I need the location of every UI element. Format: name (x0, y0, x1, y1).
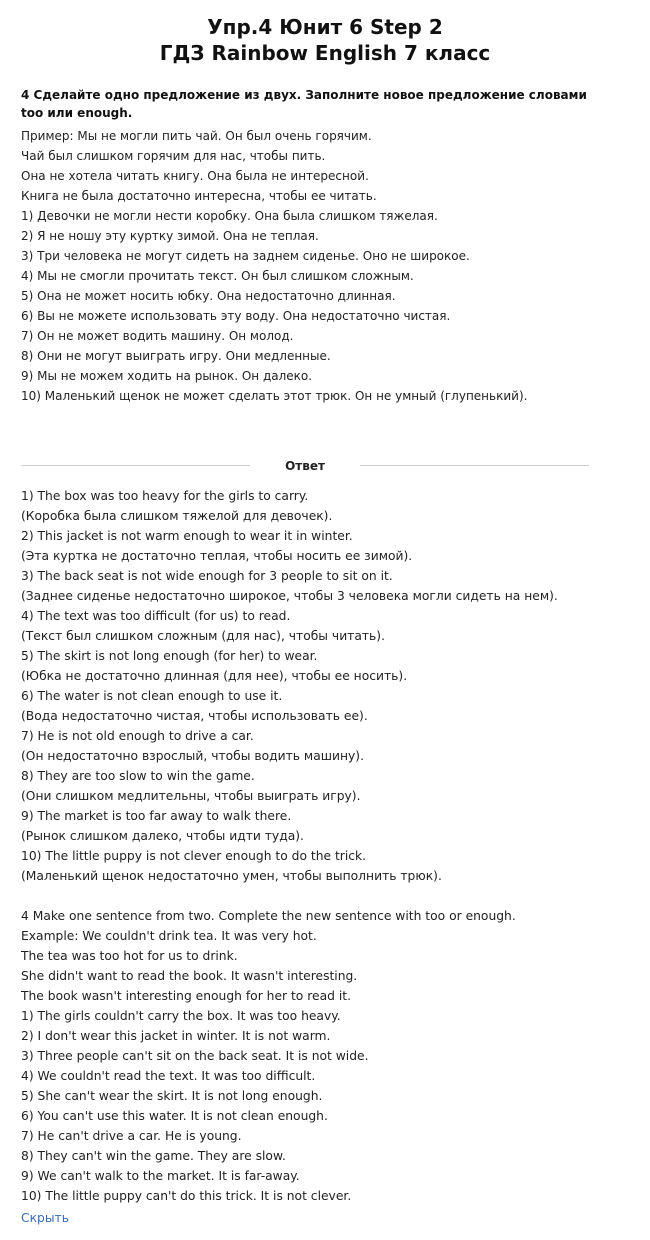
answer-line: 6) The water is not clean enough to use it. (21, 689, 283, 703)
english-line: 7) He can't drive a car. He is young. (21, 1129, 242, 1143)
hide-link[interactable]: Скрыть (21, 1211, 69, 1225)
english-line: 8) They can't win the game. They are slow. (21, 1149, 286, 1163)
task-heading-line-1: 4 Сделайте одно предложение из двух. Заполните новое предложение словами (21, 88, 587, 102)
answer-line: 8) They are too slow to win the game. (21, 769, 255, 783)
answer-line: 5) The skirt is not long enough (for her) to wear. (21, 649, 318, 663)
english-line: 1) The girls couldn't carry the box. It was too heavy. (21, 1009, 341, 1023)
english-line: 2) I don't wear this jacket in winter. It is not warm. (21, 1029, 331, 1043)
english-line: She didn't want to read the book. It wasn't interesting. (21, 969, 358, 983)
task-line: 7) Он не может водить машину. Он молод. (21, 329, 294, 343)
task-line: 9) Мы не можем ходить на рынок. Он далеко. (21, 369, 313, 383)
answer-line: (Они слишком медлительны, чтобы выиграть игру). (21, 789, 361, 803)
task-line: 3) Три человека не могут сидеть на заднем сиденье. Оно не широкое. (21, 249, 470, 263)
answer-line: (Текст был слишком сложным (для нас), чтобы читать). (21, 629, 385, 643)
english-line: 6) You can't use this water. It is not clean enough. (21, 1109, 328, 1123)
english-line: 3) Three people can't sit on the back seat. It is not wide. (21, 1049, 369, 1063)
task-heading-line-2: too или enough. (21, 106, 133, 120)
task-line: Она не хотела читать книгу. Она была не интересной. (21, 169, 369, 183)
answer-divider (21, 456, 589, 476)
task-line: 1) Девочки не могли нести коробку. Она была слишком тяжелая. (21, 209, 438, 223)
answer-line: (Он недостаточно взрослый, чтобы водить машину). (21, 749, 365, 763)
english-line: 4 Make one sentence from two. Complete the new sentence with too or enough. (21, 909, 516, 923)
task-line: Чай был слишком горячим для нас, чтобы пить. (21, 149, 326, 163)
answer-line: (Коробка была слишком тяжелой для девочек). (21, 509, 333, 523)
divider-rule-right (360, 465, 589, 466)
task-block-russian (21, 86, 621, 406)
english-line: 9) We can't walk to the market. It is far-away. (21, 1169, 300, 1183)
task-line: 10) Маленький щенок не может сделать этот трюк. Он не умный (глупенький). (21, 389, 528, 403)
answer-block (21, 486, 631, 886)
english-line: 5) She can't wear the skirt. It is not long enough. (21, 1089, 323, 1103)
english-line: The tea was too hot for us to drink. (21, 949, 238, 963)
task-line: 2) Я не ношу эту куртку зимой. Она не теплая. (21, 229, 319, 243)
task-block-english (21, 906, 631, 1206)
answer-line: (Маленький щенок недостаточно умен, чтобы выполнить трюк). (21, 869, 442, 883)
answer-line: 7) He is not old enough to drive a car. (21, 729, 254, 743)
answer-line: (Эта куртка не достаточно теплая, чтобы носить ее зимой). (21, 549, 413, 563)
answer-line: (Юбка не достаточно длинная (для нее), чтобы ее носить). (21, 669, 408, 683)
answer-line: 1) The box was too heavy for the girls to carry. (21, 489, 309, 503)
answer-line: 10) The little puppy is not clever enough to do the trick. (21, 849, 367, 863)
task-line: Книга не была достаточно интересна, чтобы ее читать. (21, 189, 377, 203)
task-line: 5) Она не может носить юбку. Она недостаточно длинная. (21, 289, 396, 303)
english-line: Example: We couldn't drink tea. It was very hot. (21, 929, 317, 943)
task-heading (21, 86, 621, 122)
page-title-line-2: ГДЗ Rainbow English 7 класс (159, 41, 491, 65)
answer-line: 4) The text was too difficult (for us) to read. (21, 609, 291, 623)
english-line: 10) The little puppy can't do this trick. It is not clever. (21, 1189, 352, 1203)
english-line: 4) We couldn't read the text. It was too difficult. (21, 1069, 316, 1083)
task-line: 6) Вы не можете использовать эту воду. Она недостаточно чистая. (21, 309, 451, 323)
answer-line: (Вода недостаточно чистая, чтобы использовать ее). (21, 709, 368, 723)
page-title (0, 14, 650, 66)
answer-line: 3) The back seat is not wide enough for 3 people to sit on it. (21, 569, 393, 583)
answer-line: (Заднее сиденье недостаточно широкое, чтобы 3 человека могли сидеть на нем). (21, 589, 558, 603)
task-line: 4) Мы не смогли прочитать текст. Он был слишком сложным. (21, 269, 414, 283)
task-line: 8) Они не могут выиграть игру. Они медленные. (21, 349, 331, 363)
answer-line: (Рынок слишком далеко, чтобы идти туда). (21, 829, 304, 843)
answer-line: 9) The market is too far away to walk there. (21, 809, 292, 823)
answer-line: 2) This jacket is not warm enough to wear it in winter. (21, 529, 353, 543)
task-line: Пример: Мы не могли пить чай. Он был очень горячим. (21, 129, 372, 143)
page-title-line-1: Упр.4 Юнит 6 Step 2 (207, 15, 443, 39)
answer-label: Ответ (285, 459, 325, 473)
english-line: The book wasn't interesting enough for her to read it. (21, 989, 351, 1003)
